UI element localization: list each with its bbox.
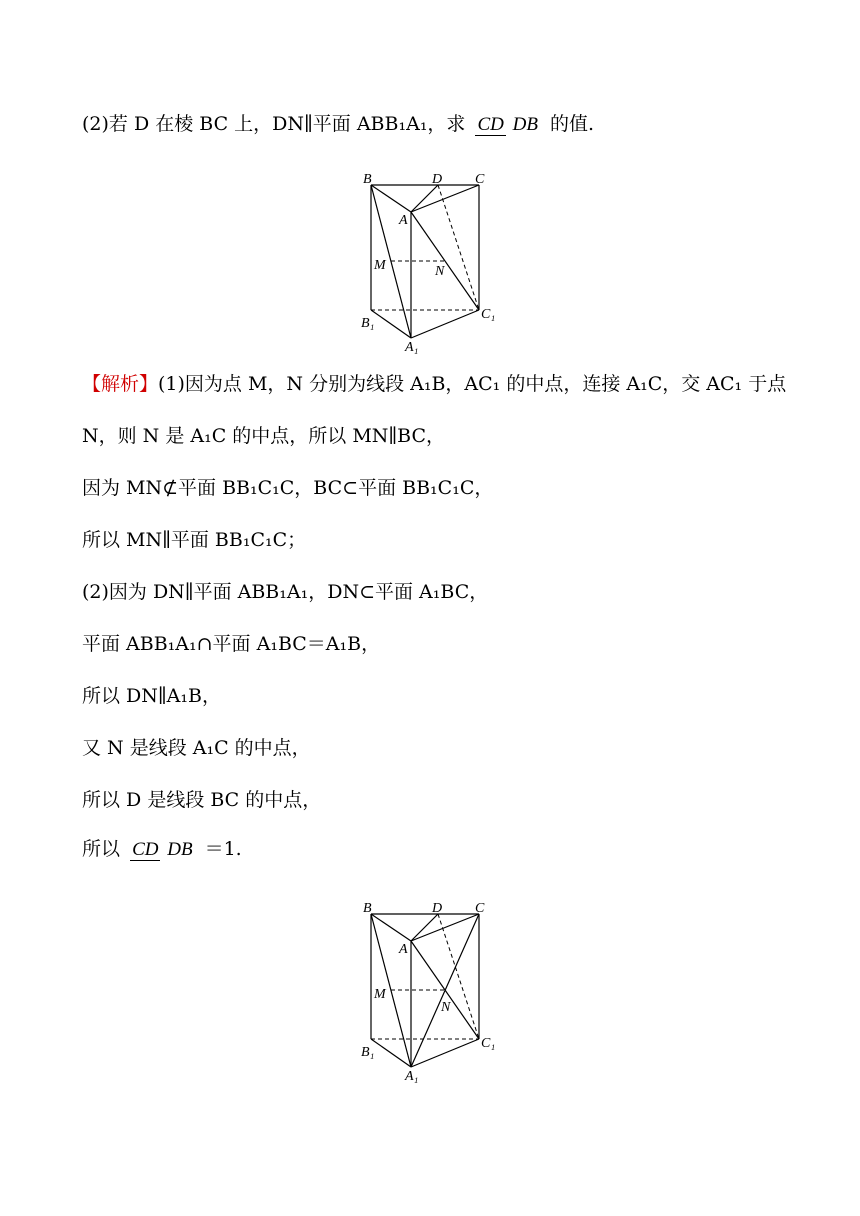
solution-line-4: 所以 MN∥平面 BB₁C₁C； [82, 529, 307, 551]
final-suffix: ＝1. [204, 838, 242, 860]
label-A: A [399, 942, 408, 957]
label-M: M [374, 987, 386, 1002]
label-C1: C₁ [481, 1036, 496, 1051]
fraction-denominator: DB [512, 113, 538, 135]
fraction-numerator: CD [477, 113, 504, 135]
final-fraction-numerator: CD [132, 838, 159, 860]
question-fraction [475, 115, 539, 136]
solution-line-2: N，则 N 是 A₁C 的中点，所以 MN∥BC， [82, 425, 446, 447]
label-C: C [475, 172, 485, 187]
label-A: A [399, 213, 408, 228]
label-B: B [363, 901, 372, 916]
final-prefix: 所以 [82, 838, 121, 860]
label-C1: C₁ [481, 307, 496, 322]
question-line [82, 111, 594, 137]
solution-line-5: (2)因为 DN∥平面 ABB₁A₁，DN⊂平面 A₁BC， [82, 581, 489, 603]
solution-tag: 【解析】 [82, 373, 159, 395]
label-A1: A₁ [405, 340, 419, 355]
solution-final-line [82, 836, 242, 862]
final-fraction [130, 840, 194, 861]
label-B1: B₁ [361, 1045, 375, 1060]
question-text: (2)若 D 在棱 BC 上，DN∥平面 ABB₁A₁，求 [82, 113, 466, 135]
final-fraction-denominator: DB [167, 838, 193, 860]
solution-line-8: 又 N 是线段 A₁C 的中点， [82, 737, 311, 759]
solution-line-1 [82, 371, 786, 397]
label-N: N [435, 264, 445, 279]
prism-figure-2 [355, 897, 525, 1087]
label-B: B [363, 172, 372, 187]
label-N: N [441, 1000, 451, 1015]
label-C: C [475, 901, 485, 916]
label-A1: A₁ [405, 1069, 419, 1084]
label-D: D [432, 172, 443, 187]
solution-line-3: 因为 MN⊄平面 BB₁C₁C，BC⊂平面 BB₁C₁C， [82, 477, 494, 499]
solution-line-9: 所以 D 是线段 BC 的中点， [82, 789, 322, 811]
label-D: D [432, 901, 443, 916]
question-suffix: 的值. [550, 113, 595, 135]
prism-figure-1 [355, 168, 525, 358]
solution-text-1: (1)因为点 M，N 分别为线段 A₁B，AC₁ 的中点，连接 A₁C，交 AC₁ 于点 [158, 373, 787, 395]
label-M: M [374, 258, 386, 273]
label-B1: B₁ [361, 316, 375, 331]
solution-line-6: 平面 ABB₁A₁∩平面 A₁BC＝A₁B， [82, 633, 381, 655]
solution-line-7: 所以 DN∥A₁B， [82, 685, 221, 707]
